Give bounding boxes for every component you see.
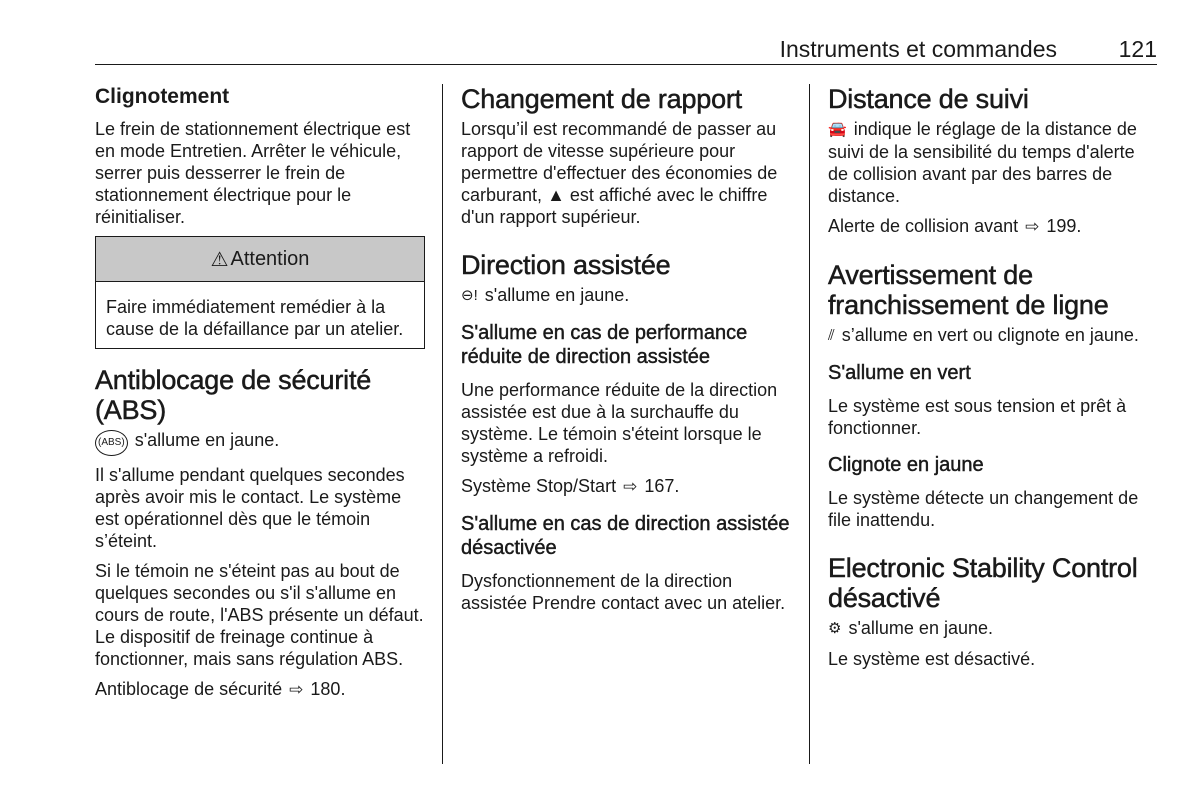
- abs-line1: [95, 429, 425, 456]
- ligne-line1-text: s’allume en vert ou clignote en jaune.: [841, 325, 1139, 345]
- direction-sub1-heading: S'allume en cas de performance réduite de direction assistée: [461, 322, 748, 368]
- esc-line1-text: s'allume en jaune.: [848, 618, 993, 638]
- ligne-sub2-text: Le système détecte un changement de file inattendu.: [828, 488, 1139, 530]
- steering-warning-icon: ⊖!: [461, 287, 478, 304]
- direction-sub1-text: Une performance réduite de la direction assistée est due à la surchauffe du système. Le témoin s'éteint lorsque le système a refroidi.: [461, 380, 778, 466]
- column-left: [95, 84, 425, 709]
- stopstart-ref-page: 167.: [644, 476, 680, 496]
- attention-text: Faire immédiatement remédier à la cause de la défaillance par un atelier.: [106, 297, 404, 339]
- page-header: [95, 28, 1157, 65]
- direction-sub2-heading: S'allume en cas de direction assistée désactivée: [461, 513, 790, 559]
- attention-box: [95, 236, 425, 349]
- ligne-line1: [828, 324, 1158, 347]
- distance-heading: Distance de suivi: [828, 84, 1029, 114]
- direction-line1: [461, 284, 791, 307]
- column-right: [828, 84, 1158, 678]
- ligne-sub1-text: Le système est sous tension et prêt à fonctionner.: [828, 396, 1127, 438]
- ref-arrow-icon: ⇨: [1025, 217, 1040, 236]
- page-number: 121: [1118, 36, 1157, 62]
- direction-sub2-text: Dysfonctionnement de la direction assistée Prendre contact avec un atelier.: [461, 571, 786, 613]
- esc-text: Le système est désactivé.: [828, 649, 1036, 669]
- rapport-text-before: Lorsqu’il est recommandé de passer au rapport de vitesse supérieure pour permettre d'effectuer des économies de carburant,: [461, 119, 778, 205]
- lane-departure-icon: ⫽: [828, 327, 835, 344]
- ligne-sub1-heading: S'allume en vert: [828, 362, 971, 384]
- esc-heading: Electronic Stability Control désactivé: [828, 553, 1138, 613]
- following-distance-icon: 🚘: [828, 121, 847, 138]
- abs-heading: Antiblocage de sécurité (ABS): [95, 365, 372, 425]
- upshift-arrow-icon: ▲: [547, 185, 565, 205]
- rapport-text: [461, 118, 791, 228]
- column-divider: [809, 84, 810, 764]
- abs-ref-page: 180.: [310, 679, 346, 699]
- column-divider: [442, 84, 443, 764]
- rapport-heading: Changement de rapport: [461, 84, 742, 114]
- abs-paragraph-2: Il s'allume pendant quelques secondes après avoir mis le contact. Le système est opérationnel dès que le témoin s’éteint.: [95, 465, 405, 551]
- direction-line1-text: s'allume en jaune.: [484, 285, 630, 305]
- ligne-heading: Avertissement de franchissement de ligne: [828, 260, 1109, 320]
- collision-reference[interactable]: [828, 215, 1158, 238]
- section-title: Instruments et commandes: [779, 36, 1057, 62]
- warning-triangle-icon: ⚠: [210, 248, 229, 271]
- distance-text: [828, 118, 1158, 207]
- abs-paragraph-3: Si le témoin ne s'éteint pas au bout de quelques secondes ou s'il s'allume en cours de route, l'ABS présente un défaut. Le dispositif de freinage continue à fonctionner, mais sans régulation ABS.: [95, 561, 424, 669]
- abs-ref-text: Antiblocage de sécurité: [95, 679, 283, 699]
- attention-header: [96, 237, 424, 282]
- direction-heading: Direction assistée: [461, 250, 671, 280]
- collision-ref-page: 199.: [1046, 216, 1082, 236]
- stopstart-reference[interactable]: [461, 475, 791, 498]
- esc-off-icon: ⚙: [828, 620, 842, 637]
- ref-arrow-icon: ⇨: [623, 477, 638, 496]
- clignotement-text: Le frein de stationnement électrique est en mode Entretien. Arrêter le véhicule, serrer puis desserrer le frein de stationnement électrique pour le réinitialiser.: [95, 119, 411, 227]
- abs-icon: (ABS): [95, 430, 128, 456]
- attention-title: Attention: [230, 247, 310, 270]
- rapport-text-after: est affiché avec le chiffre d'un rapport supérieur.: [461, 185, 768, 227]
- collision-ref-text: Alerte de collision avant: [828, 216, 1019, 236]
- ligne-sub2-heading: Clignote en jaune: [828, 454, 984, 476]
- distance-text-body: indique le réglage de la distance de suivi de la sensibilité du temps d'alerte de collision avant par des barres de distance.: [828, 119, 1137, 206]
- stopstart-ref-text: Système Stop/Start: [461, 476, 617, 496]
- abs-line1-text: s'allume en jaune.: [134, 430, 280, 450]
- esc-line1: [828, 617, 1158, 640]
- abs-reference[interactable]: [95, 678, 425, 701]
- column-middle: [461, 84, 791, 622]
- ref-arrow-icon: ⇨: [289, 680, 304, 699]
- clignotement-heading: Clignotement: [95, 85, 230, 108]
